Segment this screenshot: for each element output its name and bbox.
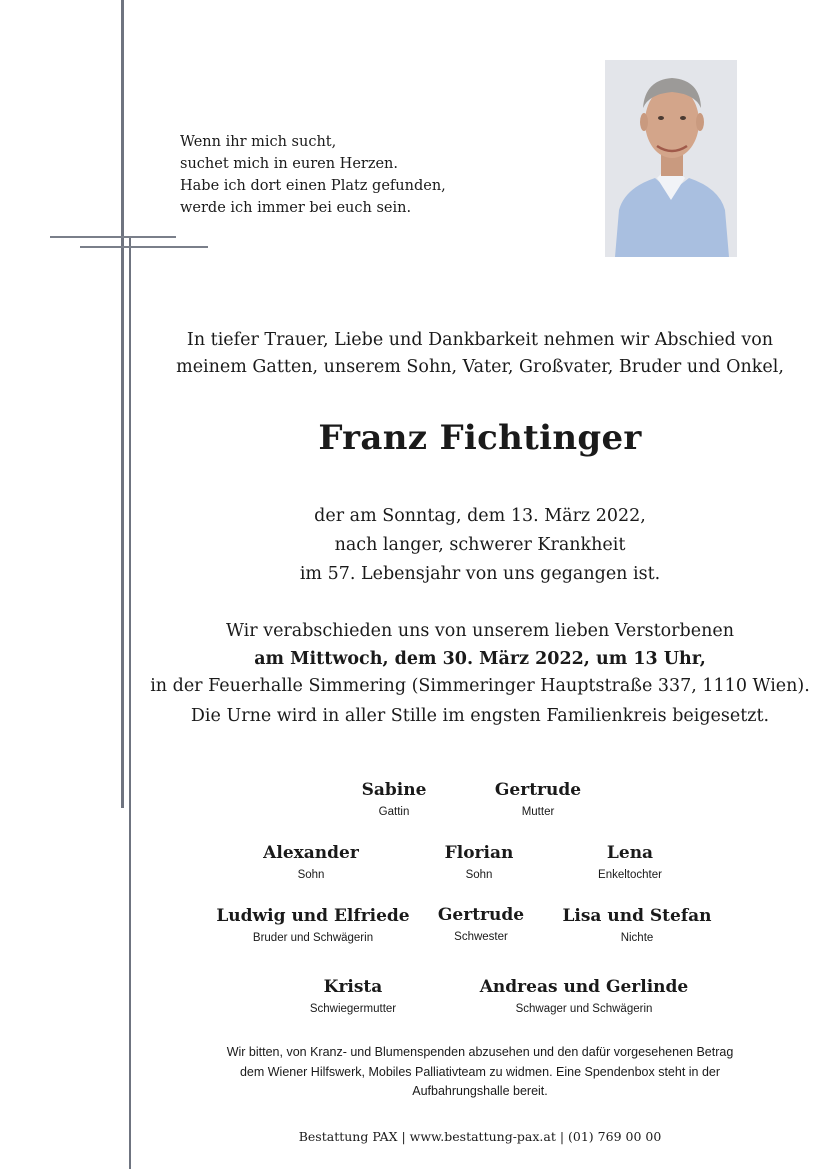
poem-line: Habe ich dort einen Platz gefunden, xyxy=(180,178,446,194)
cross-vertical-line xyxy=(121,0,124,808)
portrait-illustration xyxy=(605,60,737,257)
mourner-relation: Enkeltochter xyxy=(598,869,662,881)
mourner-relation: Sohn xyxy=(465,869,493,881)
death-line: der am Sonntag, dem 13. März 2022, xyxy=(314,506,646,526)
death-line: im 57. Lebensjahr von uns gegangen ist. xyxy=(299,564,661,584)
poem-line: suchet mich in euren Herzen. xyxy=(180,156,399,172)
death-info xyxy=(140,502,820,589)
service-location: in der Feuerhalle Simmering (Simmeringer Hauptstraße 337, 1110 Wien). xyxy=(150,676,810,696)
mourner-relation: Sohn xyxy=(297,869,325,881)
mourner xyxy=(474,977,694,1015)
request-line: Aufbahrungshalle bereit. xyxy=(412,1084,548,1098)
death-line: nach langer, schwerer Krankheit xyxy=(334,535,626,555)
service-info xyxy=(140,618,820,701)
intro-text xyxy=(140,327,820,381)
portrait-photo xyxy=(605,60,737,257)
mourner-name: Alexander xyxy=(263,843,359,863)
poem-line: werde ich immer bei euch sein. xyxy=(180,200,412,216)
mourner-relation: Schwester xyxy=(454,931,508,943)
mourner xyxy=(243,977,463,1015)
deceased-name: Franz Fichtinger xyxy=(318,418,642,458)
mourner-relation: Schwager und Schwägerin xyxy=(515,1003,653,1015)
service-date xyxy=(140,646,820,674)
mourner xyxy=(428,780,648,818)
cross-horizontal-line-upper xyxy=(50,236,176,238)
request-line: dem Wiener Hilfswerk, Mobiles Palliativteam zu widmen. Eine Spendenbox steht in der xyxy=(239,1064,721,1079)
mourner xyxy=(520,843,740,881)
mourner xyxy=(527,906,747,944)
service-date-text: am Mittwoch, dem 30. März 2022, um 13 Uhr, xyxy=(254,648,706,669)
mourner-relation: Mutter xyxy=(521,806,555,818)
mourner-name: Lisa und Stefan xyxy=(562,906,712,926)
mourner-name: Krista xyxy=(323,977,383,997)
service-line: Wir verabschieden uns von unserem lieben Verstorbenen xyxy=(225,621,734,641)
intro-line: meinem Gatten, unserem Sohn, Vater, Großvater, Bruder und Onkel, xyxy=(176,357,784,377)
mourner-relation: Nichte xyxy=(620,932,654,944)
poem-line: Wenn ihr mich sucht, xyxy=(180,134,337,150)
mourner-name: Lena xyxy=(606,843,654,863)
cross-vertical-line-inner xyxy=(129,236,131,1169)
mourner-name: Ludwig und Elfriede xyxy=(216,906,410,926)
mourner-relation: Gattin xyxy=(378,806,410,818)
intro-line: In tiefer Trauer, Liebe und Dankbarkeit nehmen wir Abschied von xyxy=(186,330,774,350)
funeral-home-footer: Bestattung PAX | www.bestattung-pax.at | (01) 769 00 00 xyxy=(298,1129,662,1144)
mourner-name: Florian xyxy=(444,843,514,863)
donation-request xyxy=(180,1043,780,1102)
mourner-name: Sabine xyxy=(361,780,427,800)
mourner-relation: Schwiegermutter xyxy=(309,1003,397,1015)
urn-note: Die Urne wird in aller Stille im engsten Familienkreis beigesetzt. xyxy=(190,706,770,726)
request-line: Wir bitten, von Kranz- und Blumenspenden abzusehen und den dafür vorgesehenen Betrag xyxy=(226,1045,734,1059)
mourner-relation: Bruder und Schwägerin xyxy=(252,932,374,944)
mourner-name: Andreas und Gerlinde xyxy=(479,977,689,997)
poem xyxy=(180,131,446,219)
mourner-name: Gertrude xyxy=(437,905,525,925)
cross-horizontal-line-lower xyxy=(80,246,208,248)
mourner-name: Gertrude xyxy=(494,780,582,800)
